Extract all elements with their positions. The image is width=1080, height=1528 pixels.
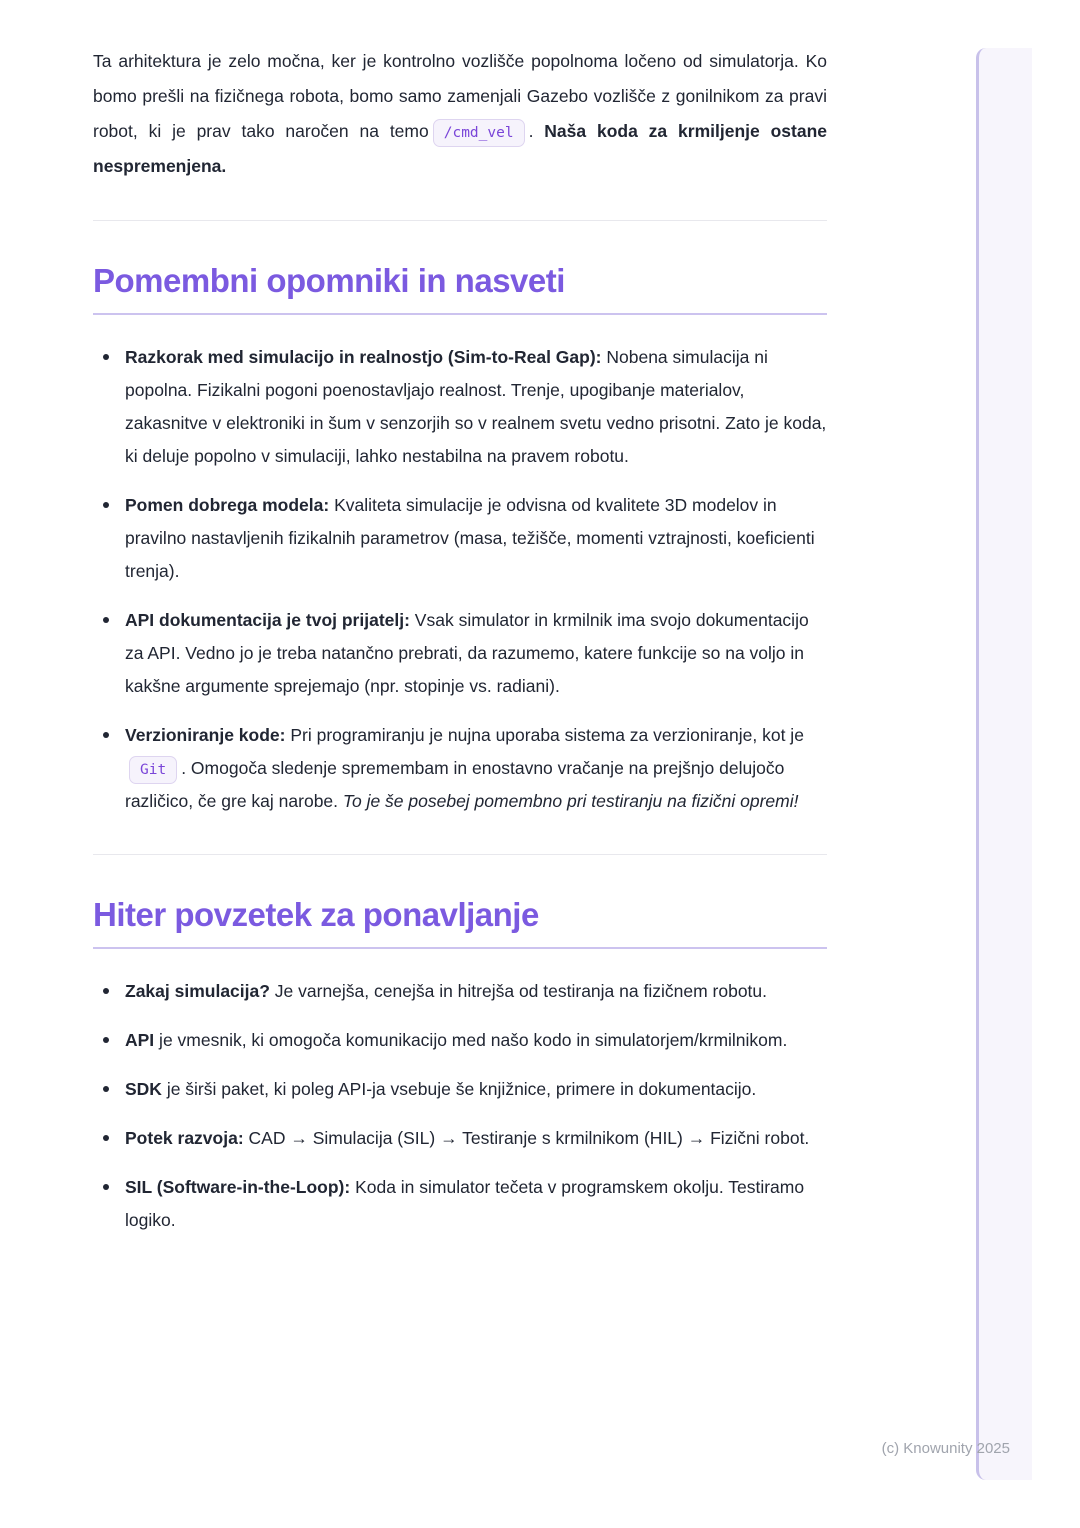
bullet-dot-icon [103, 502, 109, 508]
list-item-versioning [93, 719, 827, 818]
bullet-lead: Zakaj simulacija? [125, 981, 270, 1001]
section-title-reminders: Pomembni opomniki in nasveti [93, 262, 565, 299]
bullet-body: Vsak simulator in krmilnik ima svojo dokumentacijo za API. Vedno jo je treba natančno prebrati, da razumemo, katere funkcije so na voljo in kakšne argumente sprejemajo (npr. stopinje vs. radiani). [125, 610, 809, 696]
list-item-text [125, 489, 827, 588]
bullet-dot-icon [103, 988, 109, 994]
list-item-sil [93, 1171, 827, 1237]
bullet-lead: API dokumentacija je tvoj prijatelj: [125, 610, 410, 630]
section-divider [93, 220, 827, 221]
bullet-body: Je varnejša, cenejša in hitrejša od testiranja na fizičnem robotu. [269, 981, 768, 1001]
bullet-body: je vmesnik, ki omogoča komunikacijo med našo kodo in simulatorjem/krmilnikom. [154, 1030, 788, 1050]
heading-underline [93, 313, 827, 315]
bullet-body: Kvaliteta simulacije je odvisna od kvalitete 3D modelov in pravilno nastavljenih fizikalnih parametrov (masa, težišče, momenti vztrajnosti, koeficienti trenja). [125, 495, 815, 581]
bullet-dot-icon [103, 617, 109, 623]
bullet-lead: Verzioniranje kode: [125, 725, 286, 745]
list-item-text [125, 975, 767, 1008]
scrollbar-track[interactable] [976, 48, 1032, 1480]
git-code-chip: Git [129, 756, 177, 784]
bullet-dot-icon [103, 1135, 109, 1141]
heading-underline [93, 947, 827, 949]
bullet-dot-icon [103, 1086, 109, 1092]
bullet-body-1: Pri programiranju je nujna uporaba sistema za verzioniranje, kot je [285, 725, 804, 745]
cmd-vel-code-chip: /cmd_vel [433, 119, 525, 147]
list-item-text [125, 1171, 827, 1237]
list-item-text [125, 1073, 756, 1106]
intro-text-2: . [528, 121, 545, 141]
bullet-dot-icon [103, 1037, 109, 1043]
intro-paragraph [93, 44, 827, 184]
bullet-body: CAD → Simulacija (SIL) → Testiranje s krmilnikom (HIL) → Fizični robot. [243, 1128, 810, 1148]
summary-list [93, 975, 827, 1237]
bullet-body-2: . Omogoča sledenje spremembam in enostavno vračanje na prejšnjo delujočo različico, če gre kaj narobe. [125, 758, 785, 811]
intro-text-1: Ta arhitektura je zelo močna, ker je kontrolno vozlišče popolnoma ločeno od simulatorja. Ko bomo prešli na fizičnega robota, bomo samo zamenjali Gazebo vozlišče z gonilnikom za pravi robot, ki je prav tako naročen na temo [93, 51, 827, 141]
intro-bold-tail: Naša koda za krmiljenje ostane nespremenjena. [93, 121, 827, 176]
list-item-good-model [93, 489, 827, 588]
bullet-lead: Potek razvoja: [125, 1128, 244, 1148]
list-item-text [125, 1024, 787, 1057]
list-item-dev-flow [93, 1122, 827, 1155]
list-item-sim-to-real [93, 341, 827, 473]
section-title-summary: Hiter povzetek za ponavljanje [93, 896, 539, 933]
list-item-text [125, 1122, 809, 1155]
bullet-dot-icon [103, 1184, 109, 1190]
bullet-lead: API [125, 1030, 155, 1050]
bullet-dot-icon [103, 354, 109, 360]
list-item-api-docs [93, 604, 827, 703]
document-page [93, 44, 827, 1237]
list-item-api [93, 1024, 827, 1057]
bullet-dot-icon [103, 732, 109, 738]
bullet-body: je širši paket, ki poleg API-ja vsebuje še knjižnice, primere in dokumentacijo. [161, 1079, 757, 1099]
bullet-body: Koda in simulator tečeta v programskem okolju. Testiramo logiko. [125, 1177, 805, 1230]
bullet-lead: Pomen dobrega modela: [125, 495, 330, 515]
section-divider [93, 854, 827, 855]
list-item-sdk [93, 1073, 827, 1106]
list-item-text [125, 341, 827, 473]
list-item-text [125, 719, 827, 818]
bullet-lead: SIL (Software-in-the-Loop): [125, 1177, 351, 1197]
list-item-why-simulation [93, 975, 827, 1008]
copyright-watermark: (c) Knowunity 2025 [881, 1440, 1010, 1457]
bullet-body: Nobena simulacija ni popolna. Fizikalni pogoni poenostavljajo realnost. Trenje, upogibanje materialov, zakasnitve v elektroniki in šum v senzorjih so v realnem svetu vedno prisotni. Zato je koda, ki deluje popolno v simulaciji, lahko nestabilna na pravem robotu. [125, 347, 827, 466]
bullet-lead: SDK [125, 1079, 162, 1099]
bullet-italic-note: To je še posebej pomembno pri testiranju na fizični opremi! [342, 791, 799, 811]
bullet-lead: Razkorak med simulacijo in realnostjo (Sim-to-Real Gap): [125, 347, 602, 367]
reminders-list [93, 341, 827, 818]
list-item-text [125, 604, 827, 703]
